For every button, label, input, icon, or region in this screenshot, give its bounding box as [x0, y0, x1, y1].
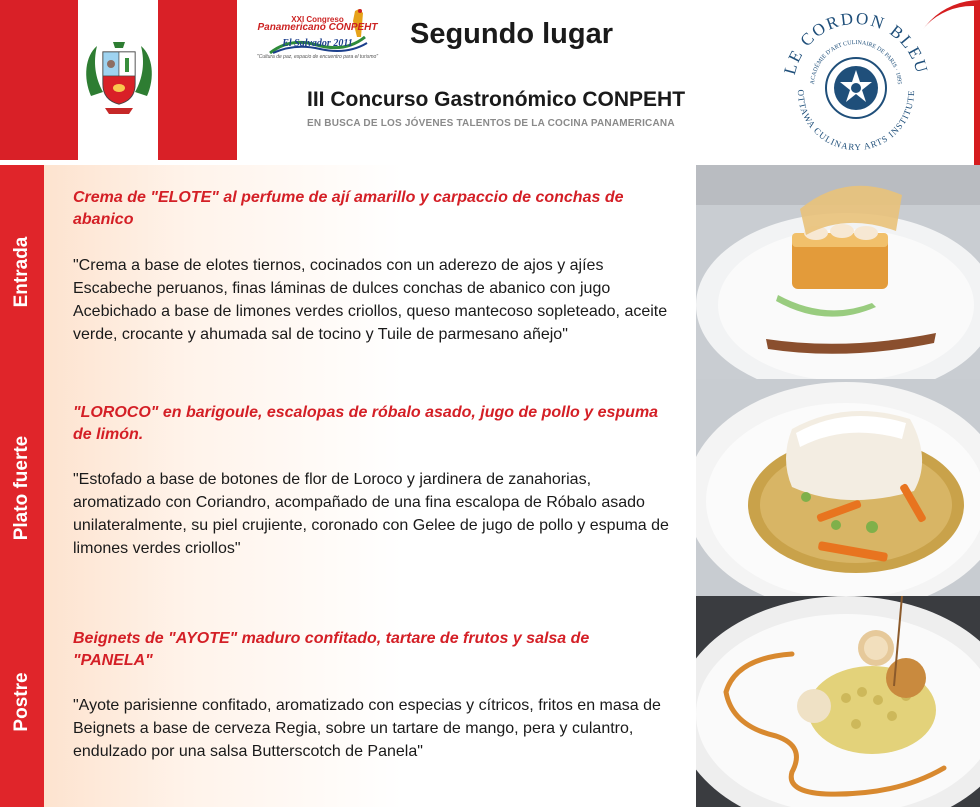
seal-inner-text: ACADÉMIE D'ART CULINAIRE DE PARIS · 1895 [809, 39, 902, 85]
dish-photo-entrada [696, 165, 980, 379]
menu-section-plato-fuerte [0, 379, 980, 596]
dish-title: "LOROCO" en barigoule, escalopas de róbalo asado, jugo de pollo y espuma de limón. [73, 404, 659, 443]
dish-description: "Crema a base de elotes tiernos, cocinados con un aderezo de ajos y ajíes Escabeche peruanos, finas láminas de dulces conchas de abanico con jugo Acebichado a base de limones verdes criollos, queso mantecoso sopleteado, aceite verde, crocante y ahumada sal de tocino y Tuile de parmesano añejo" [73, 257, 668, 343]
dish-photo-postre [696, 596, 980, 807]
peru-coat-of-arms-icon [83, 38, 155, 120]
dish-description: "Ayote parisienne confitado, aromatizado con especias y cítricos, fritos en masa de Beignets a base de cerveza Regia, sobre un tartare de mango, pera y culantro, endulzado por una salsa Butterscotch de Panela" [73, 697, 661, 760]
section-label: Postre [11, 671, 32, 732]
menu-section-entrada [0, 165, 980, 379]
conpeht-logo-line-1: XXI Congreso [291, 15, 344, 24]
header [0, 0, 980, 165]
contest-title: III Concurso Gastronómico CONPEHT [307, 88, 686, 111]
conpeht-logo-line-3: El Salvador 2011 [282, 38, 353, 49]
seal-bottom-text: OTTAWA CULINARY ARTS INSTITUTE [795, 89, 917, 153]
le-cordon-bleu-seal-logo [776, 8, 936, 158]
conpeht-logo-line-2: Panamericano CONPEHT [257, 22, 378, 33]
page-title: Segundo lugar [410, 18, 613, 50]
dish-title: Beignets de "AYOTE" maduro confitado, tartare de frutos y salsa de "PANELA" [73, 630, 590, 669]
peru-flag [0, 0, 237, 160]
seal-outer-text: LE CORDON BLEU [780, 8, 932, 77]
conpeht-logo-slogan: "Cultura de paz, espacio de encuentro para el turismo" [256, 54, 379, 60]
dish-title: Crema de "ELOTE" al perfume de ají amarillo y carpaccio de conchas de abanico [73, 189, 624, 228]
menu-section-postre [0, 596, 980, 807]
conpeht-2011-logo [255, 5, 380, 65]
contest-tagline: EN BUSCA DE LOS JÓVENES TALENTOS DE LA COCINA PANAMERICANA [307, 118, 675, 129]
section-label: Entrada [11, 236, 32, 308]
section-tab [0, 596, 44, 807]
section-tab [0, 165, 44, 379]
dish-photo-plato-fuerte [696, 379, 980, 596]
section-label: Plato fuerte [11, 435, 32, 540]
section-tab [0, 379, 44, 596]
dish-description: "Estofado a base de botones de flor de Loroco y jardinera de zanahorias, aromatizado con Coriandro, acompañado de una fina escalopa de Róbalo asado unilateralmente, su piel crujiente, coronado con Gelee de jugo de pollo y espuma de limones verdes criollos" [73, 471, 669, 557]
